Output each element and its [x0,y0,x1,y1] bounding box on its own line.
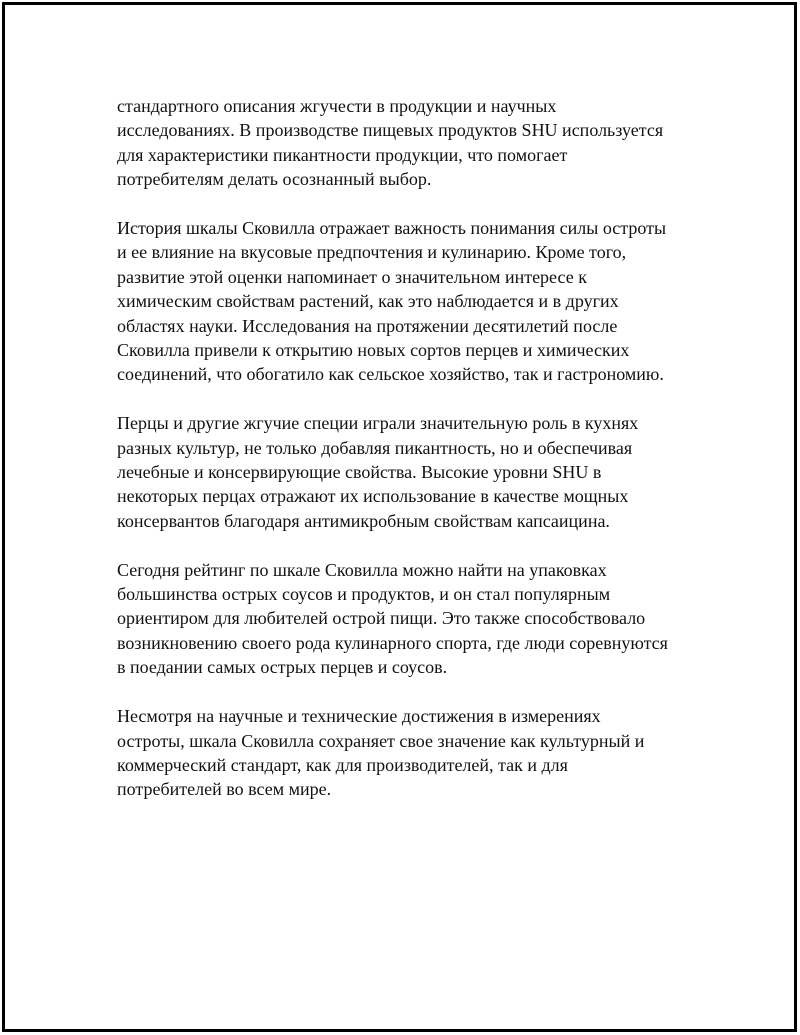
paragraph-1: стандартного описания жгучести в продукции и научных исследованиях. В производстве пищевых продуктов SHU используется для характеристики пикантности продукции, что помогает потребителям делать осознанный выбор. [117,96,664,190]
paragraph-3: Перцы и другие жгучие специи играли значительную роль в кухнях разных культур, не только добавляя пикантность, но и обеспечивая лечебные и консервирующие свойства. Высокие уровни SHU в некоторых перцах отражают их использование в качестве мощных консервантов благодаря антимикробным свойствам капсаицина. [117,413,639,531]
paragraph-4: Сегодня рейтинг по шкале Сковилла можно найти на упаковках большинства острых соусов и продуктов, и он стал популярным ориентиром для любителей острой пищи. Это также способствовало возникновению своего рода кулинарного спорта, где люди соревнуются в поедании самых острых перцев и соусов. [117,559,668,678]
paragraph-5: Несмотря на научные и технические достижения в измерениях остроты, шкала Сковилла сохраняет свое значение как культурный и коммерческий стандарт, как для производителей, так и для потребителей во всем мире. [117,706,645,800]
document-body [117,94,717,826]
paragraph-2: История шкалы Сковилла отражает важность понимания силы остроты и ее влияние на вкусовые предпочтения и кулинарию. Кроме того, развитие этой оценки напоминает о значительном интересе к химическим свойствам растений, как это наблюдается и в других областях науки. Исследования на протяжении десятилетий после Сковилла привели к открытию новых сортов перцев и химических соединений, что обогатило как сельское хозяйство, так и гастрономию. [117,218,667,385]
